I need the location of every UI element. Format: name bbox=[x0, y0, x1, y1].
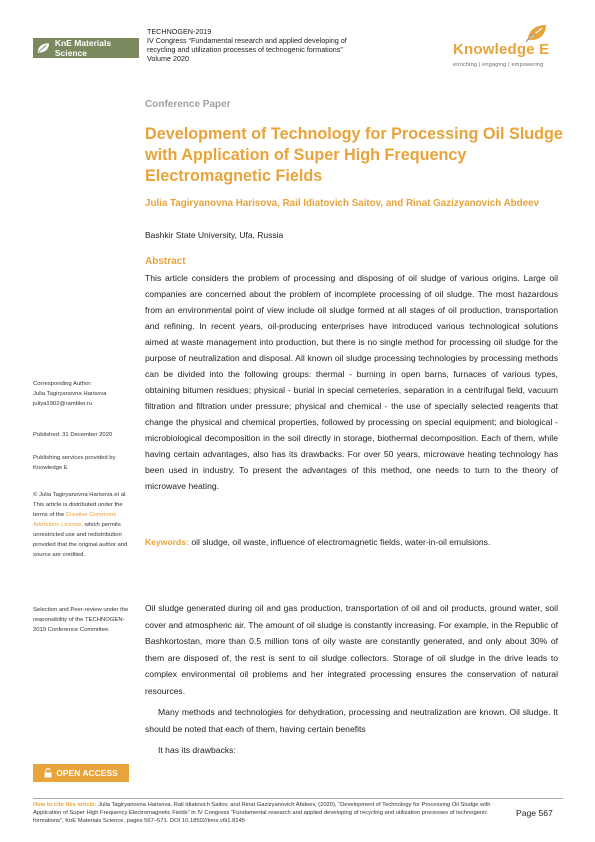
corresponding-label: Corresponding Author: bbox=[33, 381, 92, 387]
open-access-badge bbox=[33, 764, 129, 782]
license-notice bbox=[33, 490, 133, 560]
open-access-label: OPEN ACCESS bbox=[56, 768, 118, 778]
license-post: which permits unrestricted use and redistribution provided that the original author and source are credited. bbox=[33, 522, 128, 558]
citation-label: How to cite this article: bbox=[33, 802, 97, 808]
citation bbox=[33, 801, 518, 825]
journal-name: KnE Materials Science bbox=[54, 38, 112, 58]
journal-badge bbox=[33, 38, 139, 58]
publisher-logo: Knowledge E bbox=[453, 41, 550, 58]
article-body bbox=[145, 600, 558, 759]
peer-review-note: Selection and Peer-review under the responsibility of the TECHNOGEN-2019 Conference Committee. bbox=[33, 607, 129, 633]
keywords-text: oil sludge, oil waste, influence of electromagnetic fields, water-in-oil emulsions. bbox=[191, 537, 491, 547]
page-number: Page 567 bbox=[516, 808, 553, 818]
conference-line: IV Congress “Fundamental research and applied developing of bbox=[147, 36, 347, 45]
author-list: Julia Tagiryanovna Harisova, Rail Idiatovich Saitov, and Rinat Gazizyanovich Abdeev bbox=[145, 198, 539, 209]
conference-line: Volume 2020 bbox=[147, 54, 189, 63]
body-paragraph: Oil sludge generated during oil and gas production, transportation of oil and oil products, ground water, soil cover and atmospheric air. The amount of oil sludge is constantly increasing. For example, in the Republic of Bashkortostan, more than 0.5 million tons of oily waste are constantly generated, and only about 30% of them are disposed of, the rest is sent to oil sludge collectors. Storage of oil sludge in the drive leads to complex environmental oil problems and her integrated processing ensures the conservation of natural resources. bbox=[145, 603, 558, 696]
publisher-tagline: enriching | engaging | empowering bbox=[453, 62, 544, 68]
corresponding-email[interactable]: juliya1902@rambler.ru bbox=[33, 401, 93, 407]
article-type: Conference Paper bbox=[145, 99, 231, 110]
leaf-icon bbox=[36, 41, 51, 55]
footer-divider bbox=[33, 798, 563, 799]
license-link[interactable]: Creative Commons Attribution License, bbox=[33, 512, 117, 528]
keywords bbox=[145, 534, 558, 550]
article-title: Development of Technology for Processing Oil Sludge with Application of Super High Frequency Electromagnetic Fields bbox=[145, 125, 563, 185]
body-paragraph: Many methods and technologies for dehydration, processing and neutralization are known. Oil sludge. It should be noted that each of them, having certain benefits bbox=[145, 707, 558, 734]
published-date: Published: 31 December 2020 bbox=[33, 432, 113, 438]
citation-text: Julia Tagiryanovna Harisova, Rail Idiatovich Saitov, and Rinat Gazizyanovich Abdeev, (2020), “Development of Technology for Processing Oil Sludge with Application of Super High Frequency Electromagnetic Fields” in IV Congress “Fundamental research and applied developing of recycling and utilization processes of technogenic formations”, KnE Materials Science, pages 567–571. DOI 10.18502/kms.v6i1.8145 bbox=[33, 802, 491, 824]
publishing-services: Publishing services provided by Knowledge E bbox=[33, 455, 116, 471]
abstract-text: This article considers the problem of processing and disposing of oil sludge of various origins. Large oil companies are concerned about the problem of incomplete processing of oil sludge. The most hazardous from an environmental point of view include oil sludge formed at all stages of oil production, transportation and refining. In recent years, oil-producing enterprises have introduced various technological solutions aimed at waste management into production, but there is no single method for processing oil sludge for the purpose of neutralization and disposal. All known oil sludge processing technologies by processing methods can be divided into the following groups: thermal - burning in open barns, furnaces of various types, obtaining bitumen residues; physical - burial in special cemeteries, separation in a centrifugal field, vacuum filtration and filtration under pressure; physical and chemical - the use of specially selected reagents that change the physical and chemical properties, followed by processing on special equipment; and biological - microbiological decomposition in the soil directly in storage, biothermal decomposition. Each of them, while having certain advantages, also has its drawbacks. For over 50 years, microwave heating technology has been used in industry. To present the advantages of this method, one needs to turn to the theory of microwave heating. bbox=[145, 273, 558, 491]
corresponding-name: Julia Tagiryanovna Harisova bbox=[33, 391, 107, 397]
keywords-label: Keywords: bbox=[145, 537, 189, 547]
license-pre: © Julia Tagiryanovna Harisova et al. This article is distributed under the terms of the bbox=[33, 492, 127, 518]
corresponding-author bbox=[33, 379, 133, 409]
open-lock-icon bbox=[44, 768, 52, 778]
conference-line: recycling and utilization processes of technogenic formations” bbox=[147, 45, 343, 54]
conference-line: TECHNOGEN-2019 bbox=[147, 27, 212, 36]
affiliation: Bashkir State University, Ufa, Russia bbox=[145, 230, 284, 240]
conference-info bbox=[147, 27, 397, 63]
body-paragraph: It has its drawbacks: bbox=[158, 745, 236, 755]
abstract-heading: Abstract bbox=[145, 256, 186, 267]
